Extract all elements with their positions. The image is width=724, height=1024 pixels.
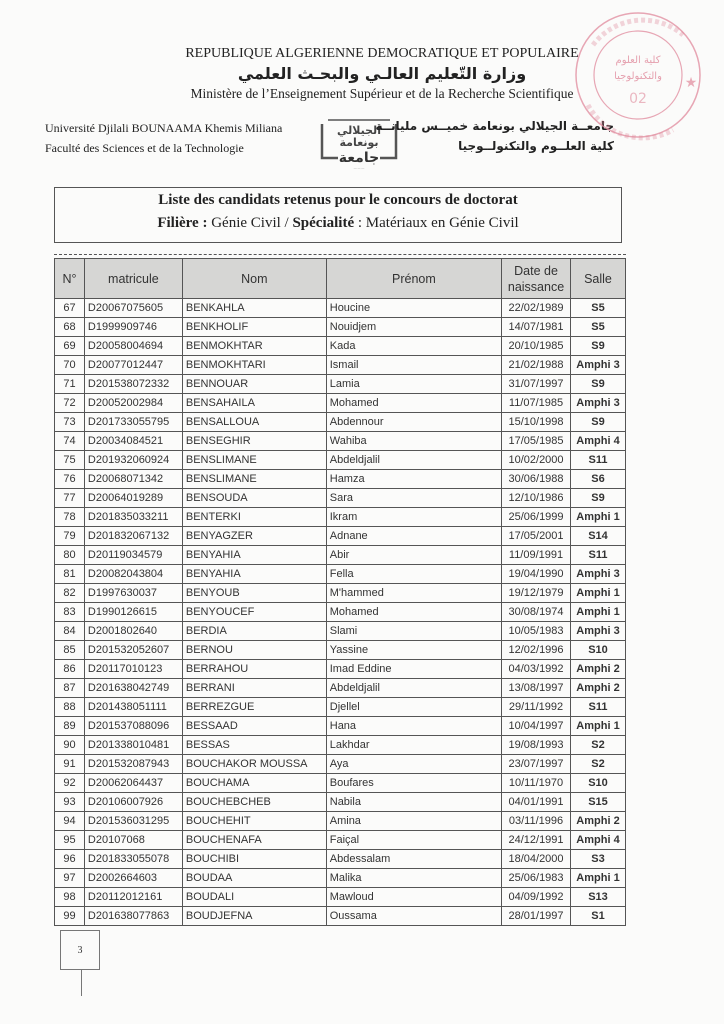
cell-date-naissance: 12/10/1986 [502,489,571,508]
cell-number: 75 [55,451,85,470]
cell-matricule: D20082043804 [84,565,182,584]
cell-nom: BENYAGZER [182,527,326,546]
cell-date-naissance: 25/06/1999 [502,508,571,527]
cell-matricule: D1999909746 [84,318,182,337]
cell-date-naissance: 11/07/1985 [502,394,571,413]
cell-date-naissance: 04/01/1991 [502,793,571,812]
table-row [55,432,626,451]
cell-prenom: Abir [326,546,501,565]
cell-prenom: Amina [326,812,501,831]
svg-text:02: 02 [629,91,647,107]
cell-number: 91 [55,755,85,774]
table-row [55,508,626,527]
cell-number: 81 [55,565,85,584]
cell-matricule: D201833055078 [84,850,182,869]
svg-text:جامعة: جامعة [338,150,380,166]
cell-date-naissance: 12/02/1996 [502,641,571,660]
cell-salle: S6 [571,470,626,489]
cell-prenom: Abdeldjalil [326,679,501,698]
republic-heading: REPUBLIQUE ALGERIENNE DEMOCRATIQUE ET POPULAIRE [185,46,579,61]
cell-nom: BOUCHAMA [182,774,326,793]
cell-date-naissance: 17/05/1985 [502,432,571,451]
cell-matricule: D201537088096 [84,717,182,736]
table-row [55,850,626,869]
cell-matricule: D201733055795 [84,413,182,432]
cell-salle: Amphi 3 [571,356,626,375]
cell-date-naissance: 10/05/1983 [502,622,571,641]
cell-nom: BENYOUB [182,584,326,603]
cell-date-naissance: 19/04/1990 [502,565,571,584]
table-row [55,888,626,907]
cell-date-naissance: 17/05/2001 [502,527,571,546]
cell-date-naissance: 10/04/1997 [502,717,571,736]
cell-date-naissance: 22/02/1989 [502,299,571,318]
cell-number: 76 [55,470,85,489]
cell-salle: S11 [571,451,626,470]
cell-number: 85 [55,641,85,660]
filiere-value: Génie Civil / [207,215,293,231]
svg-text:★: ★ [684,76,698,91]
ministry-french: Ministère de l’Enseignement Supérieur et de la Recherche Scientifique [190,86,574,101]
table-row [55,869,626,888]
cell-matricule: D2001802640 [84,622,182,641]
cell-prenom: Houcine [326,299,501,318]
table-row [55,660,626,679]
cell-nom: BOUDJEFNA [182,907,326,926]
cell-nom: BENSLIMANE [182,470,326,489]
cell-prenom: Faiçal [326,831,501,850]
cell-number: 89 [55,717,85,736]
cell-matricule: D20112012161 [84,888,182,907]
table-row [55,736,626,755]
cell-number: 71 [55,375,85,394]
page-number: 3 [60,930,100,970]
table-row [55,489,626,508]
table-row [55,299,626,318]
cell-nom: BOUCHAKOR MOUSSA [182,755,326,774]
cell-matricule: D201638042749 [84,679,182,698]
cell-salle: Amphi 1 [571,603,626,622]
cell-matricule: D201338010481 [84,736,182,755]
cell-prenom: Nouidjem [326,318,501,337]
cell-date-naissance: 11/09/1991 [502,546,571,565]
cell-salle: Amphi 1 [571,584,626,603]
cell-matricule: D20119034579 [84,546,182,565]
table-row [55,831,626,850]
table-row [55,755,626,774]
cell-salle: Amphi 1 [571,869,626,888]
table-row [55,451,626,470]
cell-salle: Amphi 3 [571,394,626,413]
cell-salle: Amphi 1 [571,717,626,736]
cell-number: 99 [55,907,85,926]
cell-date-naissance: 13/08/1997 [502,679,571,698]
cell-nom: BERREZGUE [182,698,326,717]
cell-prenom: Adnane [326,527,501,546]
cell-prenom: Fella [326,565,501,584]
cell-nom: BENYAHIA [182,546,326,565]
table-row [55,774,626,793]
svg-text:والتكنولوجيا: والتكنولوجيا [614,71,662,82]
cell-prenom: Nabila [326,793,501,812]
table-row [55,565,626,584]
table-row [55,717,626,736]
cell-number: 73 [55,413,85,432]
cell-matricule: D20077012447 [84,356,182,375]
cell-number: 97 [55,869,85,888]
cell-number: 82 [55,584,85,603]
cell-number: 90 [55,736,85,755]
cell-date-naissance: 23/07/1997 [502,755,571,774]
cell-date-naissance: 21/02/1988 [502,356,571,375]
cell-prenom: Mohamed [326,394,501,413]
cell-nom: BENMOKHTAR [182,337,326,356]
cell-prenom: Boufares [326,774,501,793]
cell-prenom: Imad Eddine [326,660,501,679]
cell-salle: Amphi 4 [571,432,626,451]
table-row [55,413,626,432]
cell-number: 69 [55,337,85,356]
dashed-divider [54,254,626,255]
table-row [55,375,626,394]
cell-matricule: D20107068 [84,831,182,850]
cell-nom: BENSAHAILA [182,394,326,413]
filiere-label: Filière : [157,215,208,231]
table-row [55,603,626,622]
cell-nom: BESSAAD [182,717,326,736]
ministry-arabic: وزارة التّعليم العالـي والبحـث العلمي [237,64,527,83]
cell-date-naissance: 30/08/1974 [502,603,571,622]
cell-salle: S9 [571,337,626,356]
cell-prenom: Yassine [326,641,501,660]
column-header-prenom: Prénom [326,259,501,299]
cell-number: 80 [55,546,85,565]
cell-nom: BERDIA [182,622,326,641]
institution-french [45,118,282,158]
cell-salle: Amphi 3 [571,565,626,584]
cell-salle: S9 [571,489,626,508]
cell-date-naissance: 20/10/1985 [502,337,571,356]
cell-number: 88 [55,698,85,717]
cell-number: 93 [55,793,85,812]
cell-nom: BESSAS [182,736,326,755]
university-name-fr: Université Djilali BOUNAAMA Khemis Miliana [45,121,283,135]
cell-prenom: Kada [326,337,501,356]
cell-matricule: D20058004694 [84,337,182,356]
table-row [55,679,626,698]
cell-matricule: D201438051111 [84,698,182,717]
cell-nom: BOUDALI [182,888,326,907]
cell-salle: S1 [571,907,626,926]
cell-salle: S3 [571,850,626,869]
cell-salle: S2 [571,755,626,774]
cell-salle: Amphi 2 [571,812,626,831]
cell-number: 70 [55,356,85,375]
cell-matricule: D201532087943 [84,755,182,774]
cell-date-naissance: 30/06/1988 [502,470,571,489]
candidates-table [54,258,626,926]
cell-salle: S11 [571,698,626,717]
cell-salle: S5 [571,299,626,318]
cell-date-naissance: 10/11/1970 [502,774,571,793]
cell-date-naissance: 31/07/1997 [502,375,571,394]
table-row [55,793,626,812]
cell-number: 96 [55,850,85,869]
cell-prenom: Ikram [326,508,501,527]
table-row [55,584,626,603]
cell-number: 77 [55,489,85,508]
cell-nom: BENKAHLA [182,299,326,318]
table-row [55,622,626,641]
list-subtitle [55,215,621,232]
cell-nom: BERNOU [182,641,326,660]
table-row [55,641,626,660]
cell-nom: BENSALLOUA [182,413,326,432]
cell-number: 72 [55,394,85,413]
cell-number: 79 [55,527,85,546]
cell-number: 67 [55,299,85,318]
cell-matricule: D1990126615 [84,603,182,622]
svg-text:— — —: — — — [353,166,365,170]
cell-number: 86 [55,660,85,679]
table-row [55,698,626,717]
cell-date-naissance: 15/10/1998 [502,413,571,432]
faculty-name-ar: كلية العلــوم والتكنولــوجيا [458,139,614,153]
cell-matricule: D20067075605 [84,299,182,318]
cell-number: 94 [55,812,85,831]
cell-nom: BENSOUDA [182,489,326,508]
cell-salle: S10 [571,641,626,660]
cell-nom: BOUCHEHIT [182,812,326,831]
cell-salle: S9 [571,413,626,432]
cell-number: 87 [55,679,85,698]
cell-salle: S14 [571,527,626,546]
cell-nom: BENMOKHTARI [182,356,326,375]
list-title: Liste des candidats retenus pour le concours de doctorat [158,192,518,208]
page-number-tick [81,970,82,996]
cell-prenom: Djellel [326,698,501,717]
table-row [55,812,626,831]
cell-nom: BOUCHIBI [182,850,326,869]
table-row [55,356,626,375]
cell-nom: BOUCHENAFA [182,831,326,850]
cell-nom: BENSLIMANE [182,451,326,470]
cell-matricule: D201538072332 [84,375,182,394]
column-header-date-naissance: Date de naissance [502,259,571,299]
cell-matricule: D20062064437 [84,774,182,793]
cell-number: 92 [55,774,85,793]
cell-matricule: D1997630037 [84,584,182,603]
cell-date-naissance: 25/06/1983 [502,869,571,888]
column-header-matricule: matricule [84,259,182,299]
cell-salle: S10 [571,774,626,793]
table-row [55,318,626,337]
university-name-ar: جامعــة الجيلالي بونعامة خميــس مليانــة [375,119,614,133]
cell-date-naissance: 04/09/1992 [502,888,571,907]
column-header-salle: Salle [571,259,626,299]
cell-nom: BENKHOLIF [182,318,326,337]
cell-prenom: Ismail [326,356,501,375]
cell-nom: BERRANI [182,679,326,698]
table-row [55,527,626,546]
cell-salle: S2 [571,736,626,755]
cell-salle: Amphi 3 [571,622,626,641]
cell-prenom: Lamia [326,375,501,394]
cell-number: 95 [55,831,85,850]
cell-prenom: Mohamed [326,603,501,622]
cell-salle: S11 [571,546,626,565]
table-row [55,394,626,413]
cell-number: 98 [55,888,85,907]
cell-number: 84 [55,622,85,641]
cell-prenom: Wahiba [326,432,501,451]
cell-date-naissance: 18/04/2000 [502,850,571,869]
cell-number: 74 [55,432,85,451]
cell-prenom: Hamza [326,470,501,489]
cell-date-naissance: 19/12/1979 [502,584,571,603]
cell-prenom: Abdessalam [326,850,501,869]
cell-date-naissance: 24/12/1991 [502,831,571,850]
official-stamp-icon [553,5,713,145]
cell-nom: BOUDAA [182,869,326,888]
cell-number: 83 [55,603,85,622]
cell-date-naissance: 28/01/1997 [502,907,571,926]
cell-prenom: M'hammed [326,584,501,603]
cell-salle: Amphi 2 [571,679,626,698]
cell-prenom: Slami [326,622,501,641]
cell-matricule: D20106007926 [84,793,182,812]
specialite-value: : Matériaux en Génie Civil [354,215,519,231]
column-header-number: N° [55,259,85,299]
cell-prenom: Aya [326,755,501,774]
table-row [55,907,626,926]
cell-nom: BENNOUAR [182,375,326,394]
table-row [55,470,626,489]
cell-matricule: D201638077863 [84,907,182,926]
cell-salle: S13 [571,888,626,907]
cell-matricule: D201536031295 [84,812,182,831]
svg-text:كلية العلوم: كلية العلوم [615,55,661,66]
cell-matricule: D20034084521 [84,432,182,451]
cell-nom: BERRAHOU [182,660,326,679]
cell-salle: Amphi 2 [571,660,626,679]
svg-text:بونعامة: بونعامة [339,136,379,149]
table-body [55,299,626,926]
cell-nom: BENTERKI [182,508,326,527]
cell-date-naissance: 29/11/1992 [502,698,571,717]
cell-nom: BENYOUCEF [182,603,326,622]
cell-prenom: Mawloud [326,888,501,907]
cell-prenom: Lakhdar [326,736,501,755]
cell-matricule: D2002664603 [84,869,182,888]
cell-matricule: D20068071342 [84,470,182,489]
cell-matricule: D201832067132 [84,527,182,546]
table-row [55,337,626,356]
cell-salle: S5 [571,318,626,337]
cell-prenom: Hana [326,717,501,736]
cell-prenom: Sara [326,489,501,508]
table-header-row [55,259,626,299]
cell-date-naissance: 04/03/1992 [502,660,571,679]
cell-salle: S9 [571,375,626,394]
cell-prenom: Malika [326,869,501,888]
cell-matricule: D20052002984 [84,394,182,413]
cell-nom: BENYAHIA [182,565,326,584]
cell-salle: Amphi 4 [571,831,626,850]
cell-prenom: Abdeldjalil [326,451,501,470]
svg-text:الجيلالي: الجيلالي [337,124,381,137]
faculty-name-fr: Faculté des Sciences et de la Technologie [45,141,244,155]
table-row [55,546,626,565]
specialite-label: Spécialité [292,215,355,231]
cell-date-naissance: 10/02/2000 [502,451,571,470]
cell-date-naissance: 19/08/1993 [502,736,571,755]
cell-number: 78 [55,508,85,527]
cell-matricule: D20064019289 [84,489,182,508]
list-title-box [54,187,622,243]
cell-date-naissance: 03/11/1996 [502,812,571,831]
column-header-nom: Nom [182,259,326,299]
cell-nom: BOUCHEBCHEB [182,793,326,812]
cell-matricule: D201835033211 [84,508,182,527]
cell-prenom: Abdennour [326,413,501,432]
cell-prenom: Oussama [326,907,501,926]
cell-salle: Amphi 1 [571,508,626,527]
cell-matricule: D201532052607 [84,641,182,660]
cell-matricule: D20117010123 [84,660,182,679]
cell-matricule: D201932060924 [84,451,182,470]
cell-nom: BENSEGHIR [182,432,326,451]
cell-salle: S15 [571,793,626,812]
cell-number: 68 [55,318,85,337]
cell-date-naissance: 14/07/1981 [502,318,571,337]
